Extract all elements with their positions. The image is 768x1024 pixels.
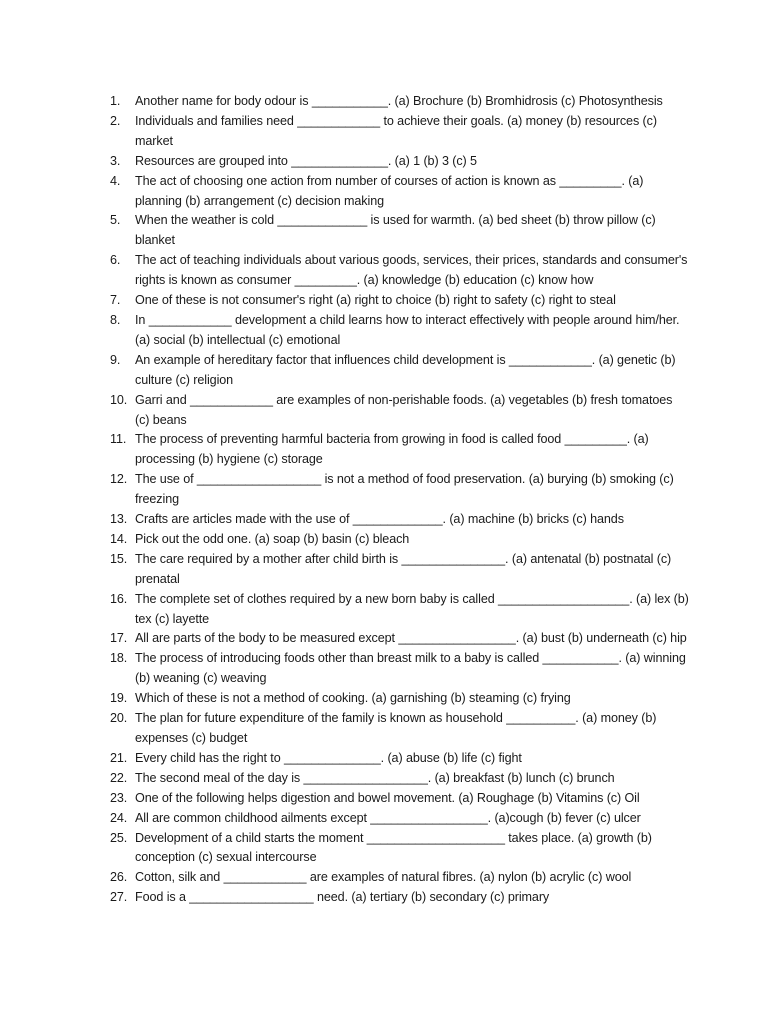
question-text: Which of these is not a method of cooking. (a) garnishing (b) steaming (c) frying <box>135 691 571 706</box>
question-number: 13. <box>110 512 128 527</box>
question-number: 10. <box>110 392 128 407</box>
question-number: 19. <box>110 691 128 706</box>
question-text: The care required by a mother after child birth is _______________. (a) antenatal (b) postnatal (c) prenatal <box>135 551 672 586</box>
question-number: 24. <box>110 810 128 825</box>
question-text: All are parts of the body to be measured except _________________. (a) bust (b) underneath (c) hip <box>135 631 687 646</box>
question-text: All are common childhood ailments except _________________. (a)cough (b) fever (c) ulcer <box>135 810 641 825</box>
question-item <box>110 311 690 351</box>
question-text: Development of a child starts the moment ____________________ takes place. (a) growth (b) conception (c) sexual intercourse <box>135 830 652 865</box>
question-item <box>110 829 690 869</box>
question-number: 21. <box>110 750 128 765</box>
question-text: Resources are grouped into ______________. (a) 1 (b) 3 (c) 5 <box>135 153 477 168</box>
question-item <box>110 430 690 470</box>
question-item <box>110 888 690 908</box>
question-text: The plan for future expenditure of the family is known as household __________. (a) money (b) expenses (c) budget <box>135 711 657 745</box>
question-number: 14. <box>110 531 128 546</box>
question-item <box>110 152 690 172</box>
question-number: 16. <box>110 591 128 606</box>
question-item <box>110 251 690 291</box>
question-item <box>110 689 690 709</box>
question-text: Every child has the right to ______________. (a) abuse (b) life (c) fight <box>135 750 522 765</box>
question-text: In ____________ development a child learns how to interact effectively with people around him/her. (a) social (b) intellectual (c) emotional <box>135 312 680 347</box>
question-text: Pick out the odd one. (a) soap (b) basin (c) bleach <box>135 531 410 546</box>
question-number: 23. <box>110 790 128 805</box>
question-item <box>110 809 690 829</box>
question-item <box>110 629 690 649</box>
question-number: 15. <box>110 551 128 566</box>
question-number: 11. <box>110 432 127 447</box>
question-item <box>110 709 690 749</box>
question-item <box>110 351 690 391</box>
question-item <box>110 789 690 809</box>
question-text: An example of hereditary factor that influences child development is ____________. (a) genetic (b) culture (c) religion <box>135 352 676 387</box>
question-text: One of these is not consumer's right (a) right to choice (b) right to safety (c) right to steal <box>135 293 616 308</box>
question-item <box>110 112 690 152</box>
question-text: The use of __________________ is not a method of food preservation. (a) burying (b) smoking (c) freezing <box>135 472 674 507</box>
question-item <box>110 868 690 888</box>
question-number: 1. <box>110 94 121 108</box>
question-text: Another name for body odour is ___________. (a) Brochure (b) Bromhidrosis (c) Photosynthesis <box>135 94 663 108</box>
question-text: The process of preventing harmful bacteria from growing in food is called food _________. (a) processing (b) hygiene (c) storage <box>135 432 649 467</box>
question-number: 8. <box>110 312 121 327</box>
question-item <box>110 291 690 311</box>
question-text: Crafts are articles made with the use of _____________. (a) machine (b) bricks (c) hands <box>135 512 624 527</box>
question-text: Garri and ____________ are examples of non-perishable foods. (a) vegetables (b) fresh tomatoes (c) beans <box>135 392 673 427</box>
question-item <box>110 172 690 212</box>
question-item <box>110 530 690 550</box>
question-number: 7. <box>110 293 121 308</box>
question-number: 22. <box>110 770 128 785</box>
question-item <box>110 391 690 431</box>
question-number: 4. <box>110 173 121 188</box>
question-number: 17. <box>110 631 128 646</box>
question-item <box>110 769 690 789</box>
question-text: The process of introducing foods other than breast milk to a baby is called ___________. (a) winning (b) weaning (c) weaving <box>135 651 686 686</box>
question-list <box>110 92 690 908</box>
question-text: One of the following helps digestion and bowel movement. (a) Roughage (b) Vitamins (c) Oil <box>135 790 640 805</box>
question-item <box>110 211 690 251</box>
question-item <box>110 510 690 530</box>
question-item <box>110 550 690 590</box>
question-item <box>110 590 690 630</box>
question-number: 6. <box>110 253 121 268</box>
question-text: The complete set of clothes required by a new born baby is called ___________________. (a) lex (b) tex (c) layette <box>135 591 689 626</box>
question-number: 9. <box>110 352 121 367</box>
question-item <box>110 749 690 769</box>
question-number: 18. <box>110 651 128 666</box>
question-number: 27. <box>110 890 128 905</box>
question-number: 3. <box>110 153 121 168</box>
question-item <box>110 649 690 689</box>
question-number: 2. <box>110 113 121 128</box>
question-number: 12. <box>110 472 128 487</box>
question-number: 26. <box>110 870 128 885</box>
question-number: 5. <box>110 213 121 228</box>
question-text: The act of choosing one action from number of courses of action is known as _________. (a) planning (b) arrangement (c) decision making <box>135 173 644 208</box>
question-number: 25. <box>110 830 128 845</box>
question-text: The act of teaching individuals about various goods, services, their prices, standards and consumer's rights is known as consumer _________. (a) knowledge (b) education (c) know how <box>135 253 688 288</box>
question-text: Food is a __________________ need. (a) tertiary (b) secondary (c) primary <box>135 890 550 905</box>
question-text: When the weather is cold _____________ is used for warmth. (a) bed sheet (b) throw pillow (c) blanket <box>135 213 656 248</box>
question-number: 20. <box>110 711 128 726</box>
question-text: The second meal of the day is __________________. (a) breakfast (b) lunch (c) brunch <box>135 770 615 785</box>
question-text: Individuals and families need ____________ to achieve their goals. (a) money (b) resources (c) market <box>135 113 657 148</box>
question-item <box>110 92 690 112</box>
question-text: Cotton, silk and ____________ are examples of natural fibres. (a) nylon (b) acrylic (c) wool <box>135 870 632 885</box>
question-item <box>110 470 690 510</box>
